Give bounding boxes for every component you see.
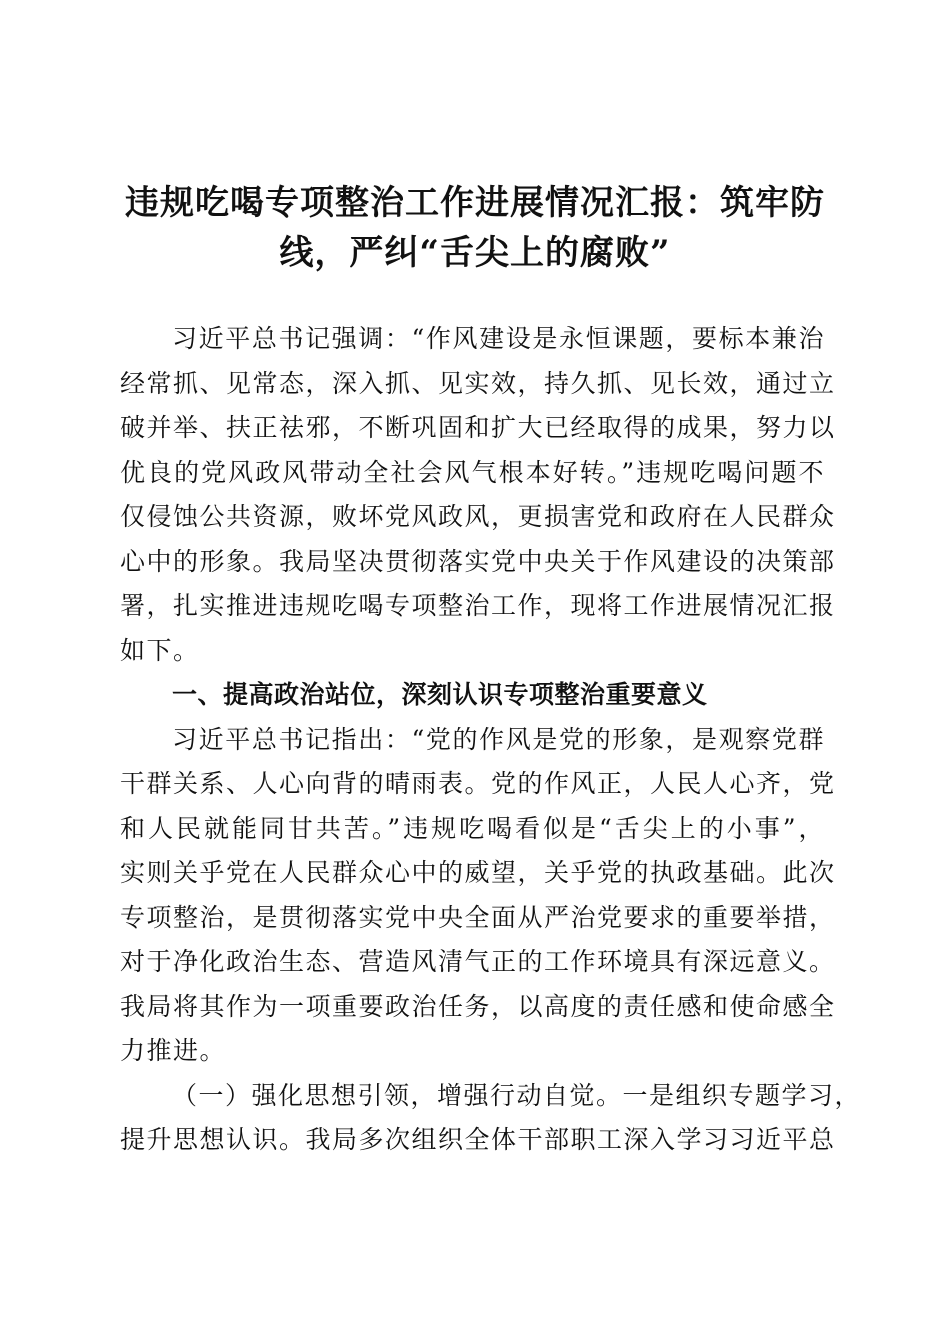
section-heading-1: 一、提高政治站位，深刻认识专项整治重要意义 xyxy=(172,680,708,709)
paragraph-line: 力推进。 xyxy=(120,1036,227,1065)
title-line-2: 线，严纠“舌尖上的腐败” xyxy=(279,233,671,273)
document-body xyxy=(120,317,862,1163)
paragraph-line: 如下。 xyxy=(120,635,200,665)
title-line-1: 违规吃喝专项整治工作进展情况汇报：筑牢防 xyxy=(125,183,825,223)
paragraph-section-1 xyxy=(120,718,836,1074)
paragraph-line: （一）强化思想引领，增强行动自觉。一是组织专题学习， xyxy=(172,1080,862,1110)
paragraph-line: 专项整治，是贯彻落实党中央全面从严治党要求的重要举措， xyxy=(120,902,836,932)
paragraph-line: 提升思想认识。我局多次组织全体干部职工深入学习习近平总 xyxy=(120,1125,836,1154)
paragraph-line: 经常抓、见常态，深入抓、见实效，持久抓、见长效，通过立 xyxy=(120,368,836,398)
paragraph-line: 署，扎实推进违规吃喝专项整治工作，现将工作进展情况汇报 xyxy=(120,591,836,620)
paragraph-line: 我局将其作为一项重要政治任务，以高度的责任感和使命感全 xyxy=(120,991,836,1021)
paragraph-line: 实则关乎党在人民群众心中的威望，关乎党的执政基础。此次 xyxy=(120,858,836,887)
paragraph-line: 破并举、扶正祛邪，不断巩固和扩大已经取得的成果，努力以 xyxy=(120,413,836,442)
paragraph-line: 干群关系、人心向背的晴雨表。党的作风正，人民人心齐，党 xyxy=(120,769,836,798)
paragraph-line: 心中的形象。我局坚决贯彻落实党中央关于作风建设的决策部 xyxy=(120,546,836,576)
paragraph-line: 和人民就能同甘共苦。”违规吃喝看似是“舌尖上的小事”， xyxy=(120,813,825,843)
paragraph-line: 优良的党风政风带动全社会风气根本好转。”违规吃喝问题不 xyxy=(120,457,825,487)
paragraph-intro xyxy=(120,317,836,673)
paragraph-line: 习近平总书记指出：“党的作风是党的形象，是观察党群 xyxy=(172,724,825,754)
paragraph-line: 对于净化政治生态、营造风清气正的工作环境具有深远意义。 xyxy=(120,947,836,976)
paragraph-subsection-1 xyxy=(120,1074,862,1163)
paragraph-line: 习近平总书记强调：“作风建设是永恒课题，要标本兼治 xyxy=(172,324,825,353)
document-title xyxy=(110,178,840,278)
paragraph-line: 仅侵蚀公共资源，败坏党风政风，更损害党和政府在人民群众 xyxy=(120,502,836,531)
